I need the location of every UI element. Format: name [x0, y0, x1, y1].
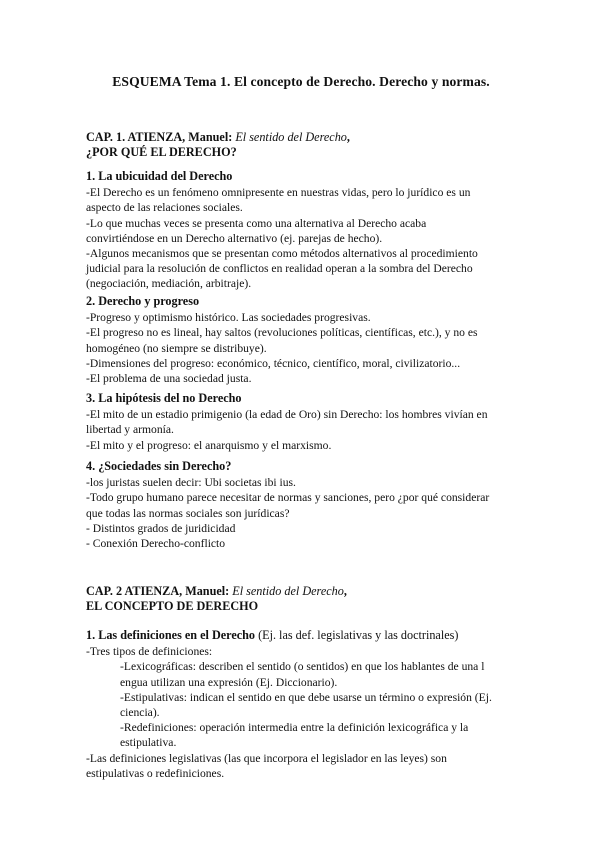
text-line: judicial para la resolución de conflictos en realidad operan a la sombra del Derecho: [86, 262, 473, 276]
text-line: aspecto de las relaciones sociales.: [86, 201, 243, 215]
text-line: -Las definiciones legislativas (las que incorpora el legislador en las leyes) son: [86, 751, 447, 765]
text-line: -El mito de un estadio primigenio (la edad de Oro) sin Derecho: los hombres vivían en: [86, 408, 488, 422]
text-line: - Distintos grados de juridicidad: [86, 521, 236, 535]
chapter-1-comma: ,: [346, 130, 350, 144]
indented-line: engua utilizan una expresión (Ej. Diccionario).: [120, 675, 338, 689]
indented-line: estipulativa.: [120, 736, 177, 750]
text-line: -El mito y el progreso: el anarquismo y el marxismo.: [86, 438, 332, 452]
section-heading: 4. ¿Sociedades sin Derecho?: [86, 459, 232, 473]
document-title: ESQUEMA Tema 1. El concepto de Derecho. Derecho y normas.: [112, 74, 490, 89]
chapter-1-header: [86, 130, 516, 160]
text-line: -Algunos mecanismos que se presentan como métodos alternativos al procedimiento: [86, 247, 478, 261]
text-line: convirtiéndose en un Derecho alternativo (ej. parejas de hecho).: [86, 231, 383, 245]
chapter-2-line1: [86, 584, 516, 599]
text-line: -El progreso no es lineal, hay saltos (revoluciones políticas, científicas, etc.), y no es: [86, 326, 478, 340]
text-line: -Tres tipos de definiciones:: [86, 645, 213, 659]
chapter-2-header: [86, 584, 516, 614]
section-progreso: [86, 294, 516, 386]
indented-line: -Estipulativas: indican el sentido en que debe usarse un término o expresión (Ej.: [120, 690, 492, 704]
text-line: -Lo que muchas veces se presenta como una alternativa al Derecho acaba: [86, 216, 427, 230]
section-heading: [86, 628, 516, 643]
chapter-2-author: CAP. 2 ATIENZA, Manuel:: [86, 584, 230, 598]
section-hipotesis: [86, 391, 516, 453]
text-line: estipulativas o redefiniciones.: [86, 766, 225, 780]
text-line: - Conexión Derecho-conflicto: [86, 537, 226, 551]
section-definiciones: [86, 628, 516, 781]
indented-line: -Redefiniciones: operación intermedia entre la definición lexicográfica y la: [120, 721, 469, 735]
section-heading: 2. Derecho y progreso: [86, 294, 200, 308]
section-ubicuidad: [86, 169, 516, 292]
text-line: que todas las normas sociales son jurídicas?: [86, 506, 290, 520]
text-line: -El problema de una sociedad justa.: [86, 372, 252, 386]
section-heading: 1. La ubicuidad del Derecho: [86, 169, 233, 183]
section-heading-note: (Ej. las def. legislativas y las doctrinales): [255, 628, 459, 642]
chapter-1-book-title: El sentido del Derecho: [235, 130, 347, 144]
chapter-2-book-title: El sentido del Derecho: [232, 584, 344, 598]
indented-line: ciencia).: [120, 706, 160, 720]
section-sociedades: [86, 459, 516, 551]
chapter-2-title: EL CONCEPTO DE DERECHO: [86, 599, 259, 613]
section-heading: 3. La hipótesis del no Derecho: [86, 391, 242, 405]
text-line: -El Derecho es un fenómeno omnipresente en nuestras vidas, pero lo jurídico es un: [86, 186, 471, 200]
chapter-2-comma: ,: [343, 584, 347, 598]
text-line: homogéneo (no siempre se distribuye).: [86, 341, 267, 355]
indented-line: -Lexicográficas: describen el sentido (o sentidos) en que los hablantes de una l: [120, 660, 485, 674]
text-line: -los juristas suelen decir: Ubi societas ibi ius.: [86, 476, 296, 490]
chapter-1-line1: [86, 130, 516, 145]
text-line: -Dimensiones del progreso: económico, técnico, científico, moral, civilizatorio...: [86, 356, 461, 370]
text-line: libertad y armonía.: [86, 423, 174, 437]
text-line: (negociación, mediación, arbitraje).: [86, 277, 252, 291]
chapter-1-title: ¿POR QUÉ EL DERECHO?: [86, 145, 237, 159]
text-line: -Progreso y optimismo histórico. Las sociedades progresivas.: [86, 311, 371, 325]
section-heading-text: 1. Las definiciones en el Derecho: [86, 628, 256, 642]
text-line: -Todo grupo humano parece necesitar de normas y sanciones, pero ¿por qué considerar: [86, 491, 490, 505]
chapter-1-author: CAP. 1. ATIENZA, Manuel:: [86, 130, 233, 144]
